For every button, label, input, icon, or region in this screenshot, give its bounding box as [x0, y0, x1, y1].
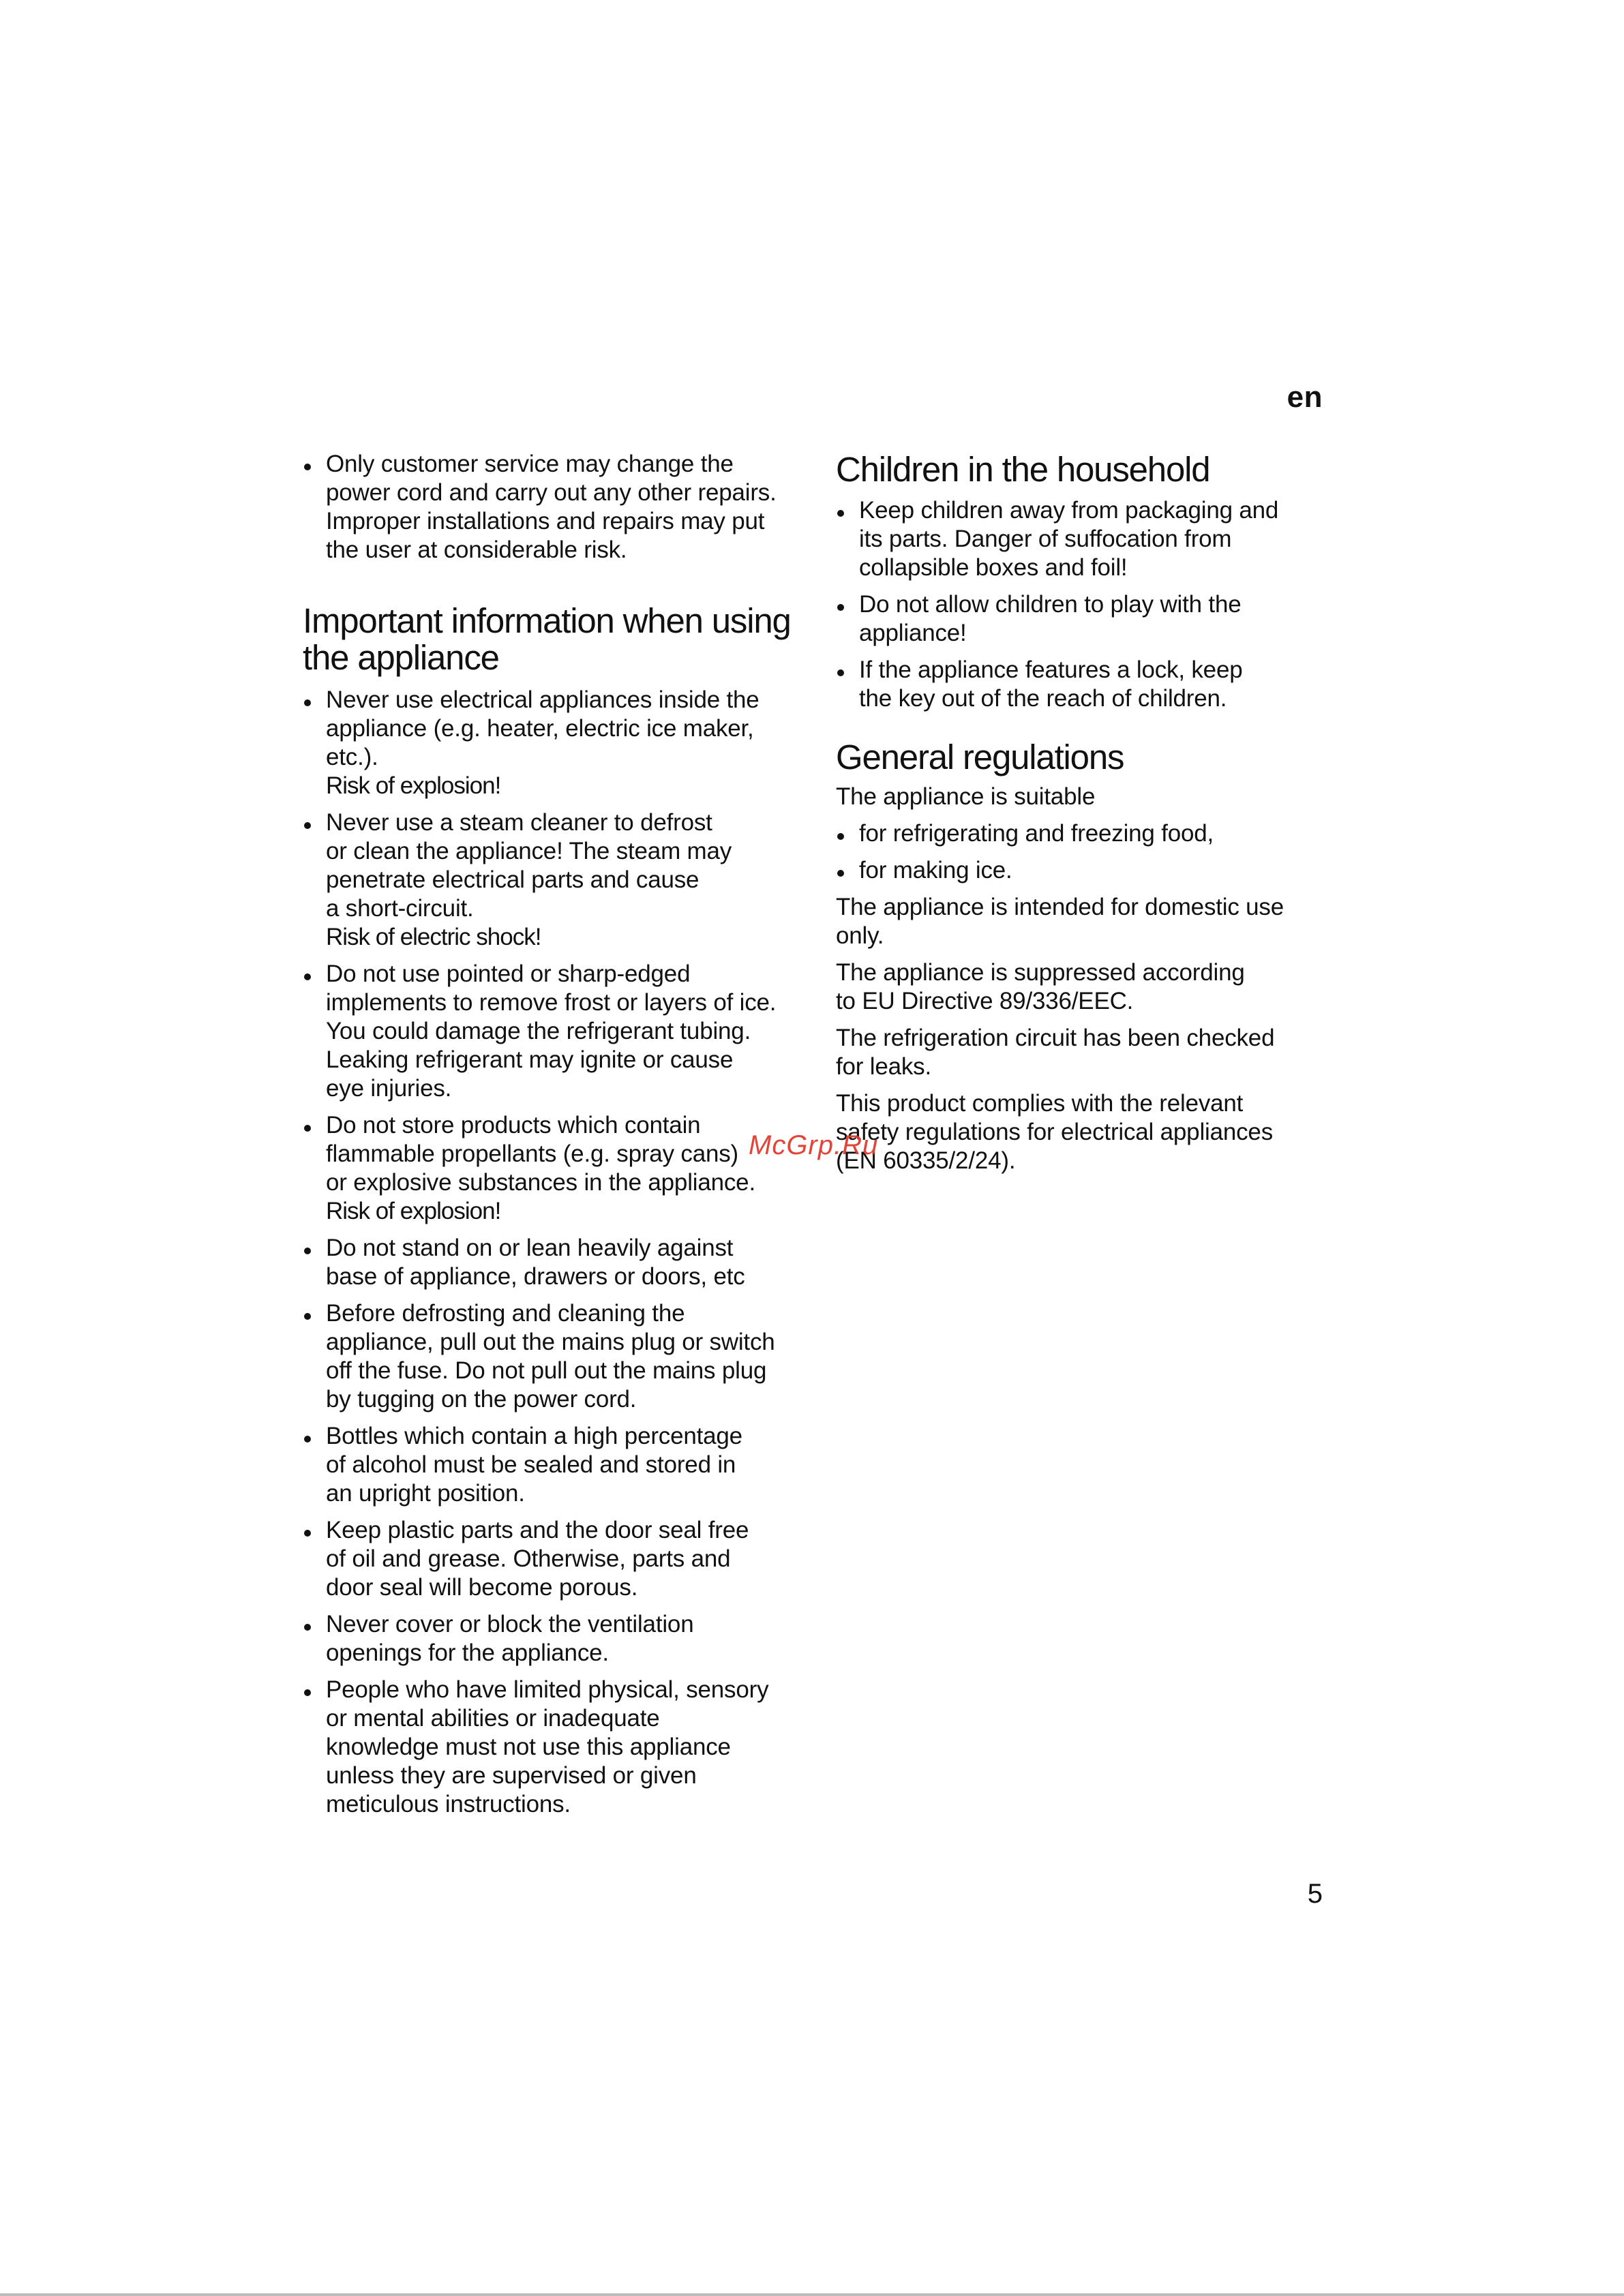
text-line: flammable propellants (e.g. spray cans)	[326, 1141, 738, 1167]
text-line: meticulous instructions.	[326, 1791, 571, 1817]
text-line: to EU Directive 89/336/EEC.	[836, 988, 1134, 1014]
list-item	[303, 1676, 798, 1819]
text-line: or clean the appliance! The steam may	[326, 838, 732, 864]
list-item	[303, 1516, 798, 1602]
text-line: appliance!	[859, 620, 967, 646]
text-line: People who have limited physical, sensory	[326, 1676, 769, 1703]
safety-list	[303, 686, 798, 1819]
text-line: The appliance is intended for domestic use	[836, 894, 1284, 920]
text-line: Bottles which contain a high percentage	[326, 1423, 742, 1449]
text-line: by tugging on the power cord.	[326, 1386, 637, 1413]
heading-line: Important information when using	[303, 601, 791, 640]
text-line: or mental abilities or inadequate	[326, 1705, 660, 1732]
text-line: The refrigeration circuit has been checked	[836, 1025, 1275, 1051]
text-line: only.	[836, 922, 884, 949]
text-line: Leaking refrigerant may ignite or cause	[326, 1046, 734, 1073]
intro-list	[303, 450, 798, 564]
text-line: appliance, pull out the mains plug or switch	[326, 1329, 775, 1355]
text-line: etc.).	[326, 744, 378, 770]
bottom-border	[0, 2293, 1624, 2296]
text-line: or explosive substances in the appliance.	[326, 1169, 755, 1196]
list-item	[303, 450, 798, 564]
list-item	[836, 496, 1327, 582]
text-line: You could damage the refrigerant tubing.	[326, 1018, 751, 1044]
text-line: eye injuries.	[326, 1075, 452, 1102]
paragraph: The appliance is suitable	[836, 783, 1096, 810]
text-line: Never cover or block the ventilation	[326, 1611, 694, 1637]
paragraph	[836, 1089, 1327, 1175]
heading-line: the appliance	[303, 638, 499, 677]
text-line: the key out of the reach of children.	[859, 685, 1227, 712]
list-item	[303, 1610, 798, 1667]
text-line: collapsible boxes and foil!	[859, 554, 1128, 581]
text-line: the user at considerable risk.	[326, 537, 627, 563]
text-line: its parts. Danger of suffocation from	[859, 526, 1232, 552]
text-line: Never use a steam cleaner to defrost	[326, 809, 712, 836]
list-item	[303, 1111, 798, 1226]
text-line: Keep children away from packaging and	[859, 497, 1279, 524]
list-item: for refrigerating and freezing food,	[836, 819, 1327, 848]
text-line: unless they are supervised or given	[326, 1762, 697, 1789]
text-line: (EN 60335/2/24).	[836, 1147, 1016, 1174]
list-item	[303, 1234, 798, 1291]
text-line: for leaks.	[836, 1053, 931, 1080]
text-line: Only customer service may change the	[326, 451, 734, 477]
list-item	[303, 1422, 798, 1508]
text-line: If the appliance features a lock, keep	[859, 656, 1243, 683]
text-line: Never use electrical appliances inside the	[326, 686, 760, 713]
text-line: implements to remove frost or layers of ice.	[326, 989, 777, 1016]
text-line: appliance (e.g. heater, electric ice maker,	[326, 715, 754, 742]
text-line: power cord and carry out any other repairs.	[326, 479, 777, 506]
paragraph	[836, 893, 1327, 950]
right-column	[836, 450, 1327, 1183]
children-list	[836, 496, 1327, 713]
warning-text: Risk of explosion!	[326, 772, 501, 799]
text-line: Keep plastic parts and the door seal free	[326, 1517, 749, 1543]
text-line: a short-circuit.	[326, 895, 474, 922]
text-line: knowledge must not use this appliance	[326, 1734, 731, 1760]
text-line: an upright position.	[326, 1480, 525, 1507]
warning-text: Risk of explosion!	[326, 1198, 501, 1224]
list-item	[303, 809, 798, 952]
text-line: The appliance is suppressed according	[836, 959, 1245, 986]
warning-text: Risk of electric shock!	[326, 924, 541, 950]
text-line: Do not use pointed or sharp-edged	[326, 961, 691, 987]
text-line: Do not store products which contain	[326, 1112, 701, 1138]
text-line: openings for the appliance.	[326, 1640, 609, 1666]
watermark-text: McGrp.Ru	[749, 1130, 879, 1160]
list-item	[303, 1299, 798, 1414]
paragraph	[836, 958, 1327, 1016]
text-line: Improper installations and repairs may put	[326, 508, 765, 534]
text-line: safety regulations for electrical appliances	[836, 1119, 1273, 1145]
left-column	[303, 450, 798, 1827]
text-line: penetrate electrical parts and cause	[326, 866, 700, 893]
paragraph	[836, 1024, 1327, 1081]
suitability-list	[836, 819, 1327, 885]
text-line: of oil and grease. Otherwise, parts and	[326, 1545, 731, 1572]
list-item	[836, 656, 1327, 713]
section-heading-general-regulations: General regulations	[836, 738, 1124, 776]
section-heading-important-information	[303, 603, 798, 676]
text-line: base of appliance, drawers or doors, etc	[326, 1263, 745, 1290]
text-line: off the fuse. Do not pull out the mains plug	[326, 1357, 767, 1384]
text-line: door seal will become porous.	[326, 1574, 638, 1601]
list-item	[836, 590, 1327, 648]
text-line: This product complies with the relevant	[836, 1090, 1244, 1117]
list-item: for making ice.	[836, 856, 1327, 885]
page-number: 5	[1307, 1879, 1323, 1909]
list-item	[303, 686, 798, 800]
language-tag: en	[1287, 380, 1323, 414]
text-line: Before defrosting and cleaning the	[326, 1300, 685, 1327]
list-item	[303, 960, 798, 1103]
text-line: of alcohol must be sealed and stored in	[326, 1451, 736, 1478]
text-line: Do not stand on or lean heavily against	[326, 1235, 734, 1261]
text-line: Do not allow children to play with the	[859, 591, 1242, 618]
section-heading-children: Children in the household	[836, 450, 1210, 489]
